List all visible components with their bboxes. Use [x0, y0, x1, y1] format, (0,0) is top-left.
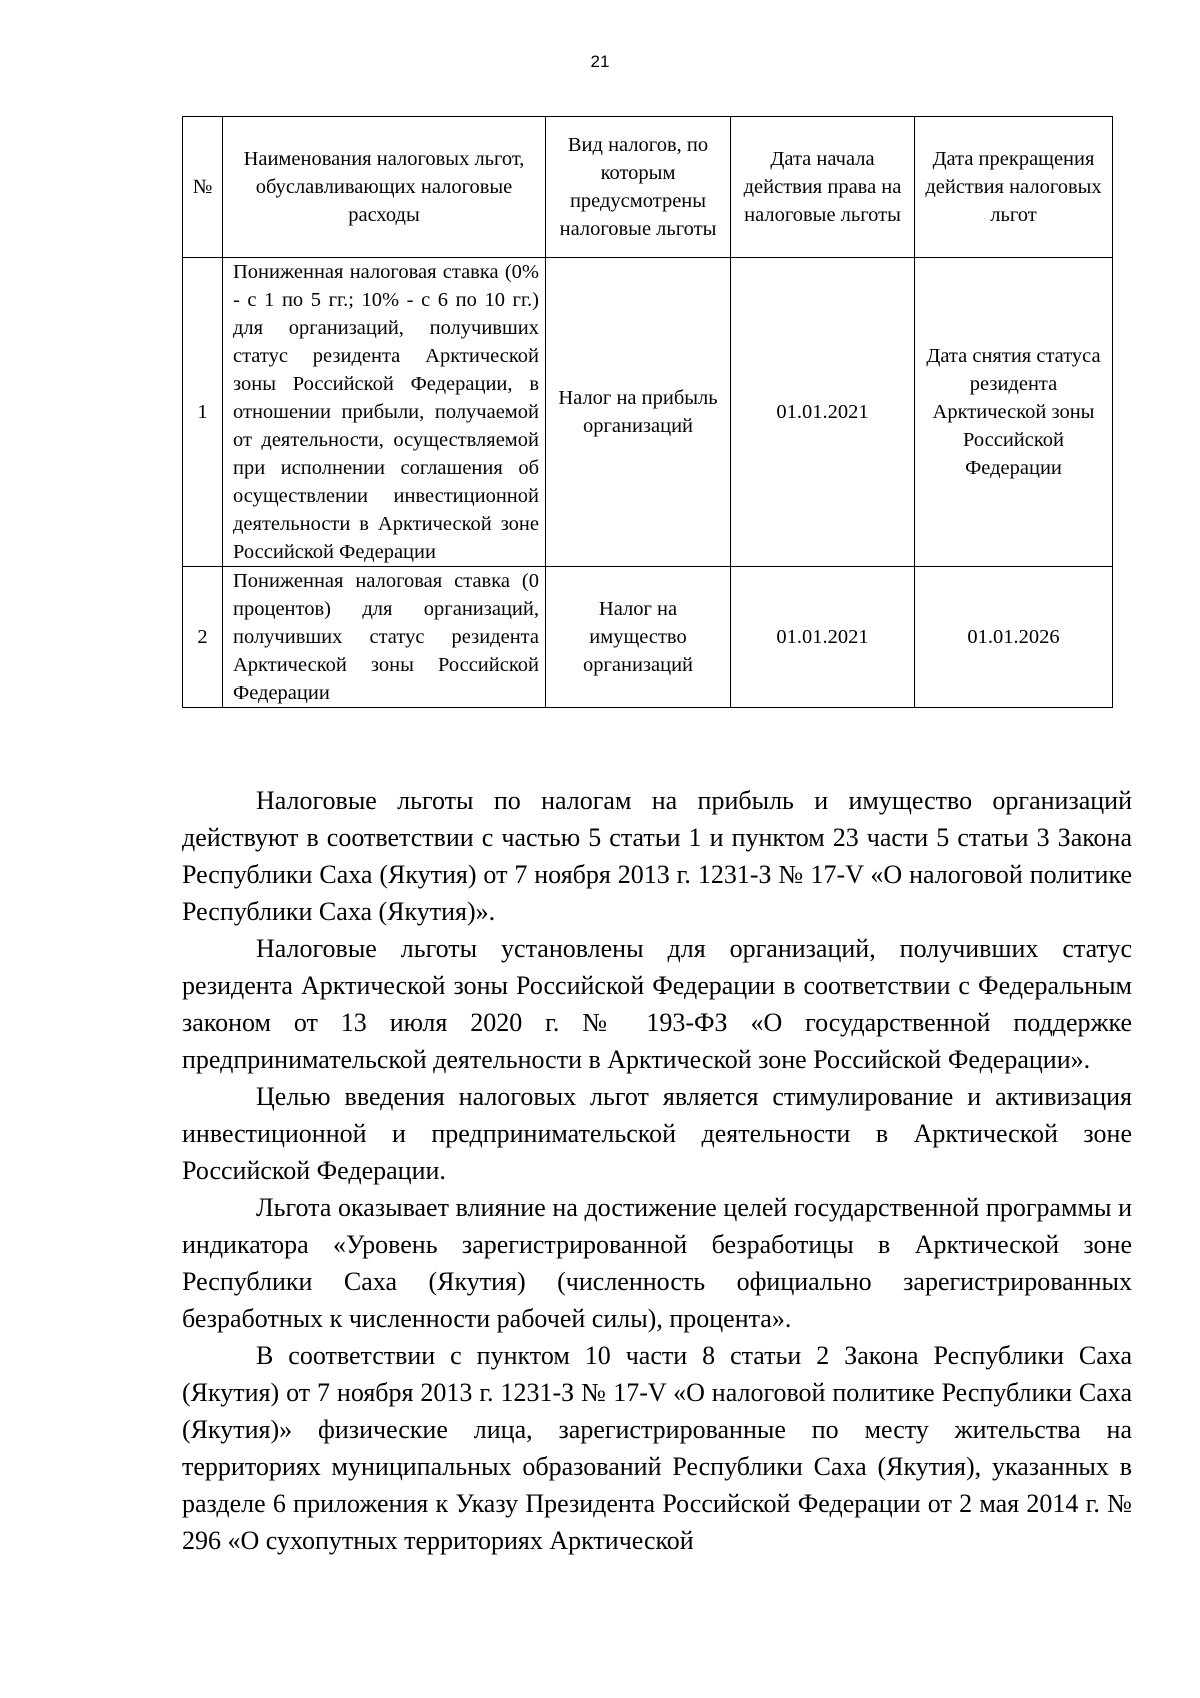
header-start-date: Дата начала действия права на налоговые льготы [731, 117, 915, 258]
paragraph: В соответствии с пунктом 10 части 8 статьи 2 Закона Республики Саха (Якутия) от 7 ноября 2013 г. 1231-З № 17-V «О налоговой политике Республики Саха (Якутия)» физические лица, зарегистрированные по месту жительства на территориях муниципальных образований Республики Саха (Якутия), указанных в разделе 6 приложения к Указу Президента Российской Федерации от 2 мая 2014 г. № 296 «О сухопутных территориях Арктической [182, 1341, 1132, 1555]
paragraph: Налоговые льготы установлены для организаций, получивших статус резидента Арктической зоны Российской Федерации в соответствии с Федеральным законом от 13 июля 2020 г. № 193-ФЗ «О государственной поддержке предпринимательской деятельности в Арктической зоне Российской Федерации». [182, 934, 1132, 1074]
row-num: 2 [183, 567, 223, 708]
table-row [183, 258, 1113, 567]
page-number: 21 [590, 52, 610, 71]
row-name: Пониженная налоговая ставка (0% - с 1 по 5 гг.; 10% - с 6 по 10 гг.) для организаций, получивших статус резидента Арктической зоны Российской Федерации, в отношении прибыли, получаемой от деятельности, осуществляемой при исполнении соглашения об осуществлении инвестиционной деятельности в Арктической зоне Российской Федерации [223, 258, 546, 567]
header-end-date: Дата прекращения действия налоговых льгот [915, 117, 1113, 258]
row-end-date: Дата снятия статуса резидента Арктической зоны Российской Федерации [915, 258, 1113, 567]
row-name: Пониженная налоговая ставка (0 процентов) для организаций, получивших статус резидента Арктической зоны Российской Федерации [223, 567, 546, 708]
header-name: Наименования налоговых льгот, обуславливающих налоговые расходы [223, 117, 546, 258]
paragraph: Льгота оказывает влияние на достижение целей государственной программы и индикатора «Уровень зарегистрированной безработицы в Арктической зоне Республики Саха (Якутия) (численность официально зарегистрированных безработных к численности рабочей силы), процента». [182, 1193, 1132, 1333]
row-tax-type: Налог на прибыль организаций [546, 258, 731, 567]
body-text [182, 782, 1132, 1559]
tax-benefits-table [182, 116, 1113, 708]
row-start-date: 01.01.2021 [731, 258, 915, 567]
table-row [183, 567, 1113, 708]
header-tax-type: Вид налогов, по которым предусмотрены налоговые льготы [546, 117, 731, 258]
row-num: 1 [183, 258, 223, 567]
paragraph: Целью введения налоговых льгот является стимулирование и активизация инвестиционной и предпринимательской деятельности в Арктической зоне Российской Федерации. [182, 1082, 1132, 1185]
header-num: № [183, 117, 223, 258]
row-tax-type: Налог на имущество организаций [546, 567, 731, 708]
row-start-date: 01.01.2021 [731, 567, 915, 708]
table-header-row [183, 117, 1113, 258]
row-end-date: 01.01.2026 [915, 567, 1113, 708]
paragraph: Налоговые льготы по налогам на прибыль и имущество организаций действуют в соответствии с частью 5 статьи 1 и пунктом 23 части 5 статьи 3 Закона Республики Саха (Якутия) от 7 ноября 2013 г. 1231-З № 17-V «О налоговой политике Республики Саха (Якутия)». [182, 786, 1132, 926]
